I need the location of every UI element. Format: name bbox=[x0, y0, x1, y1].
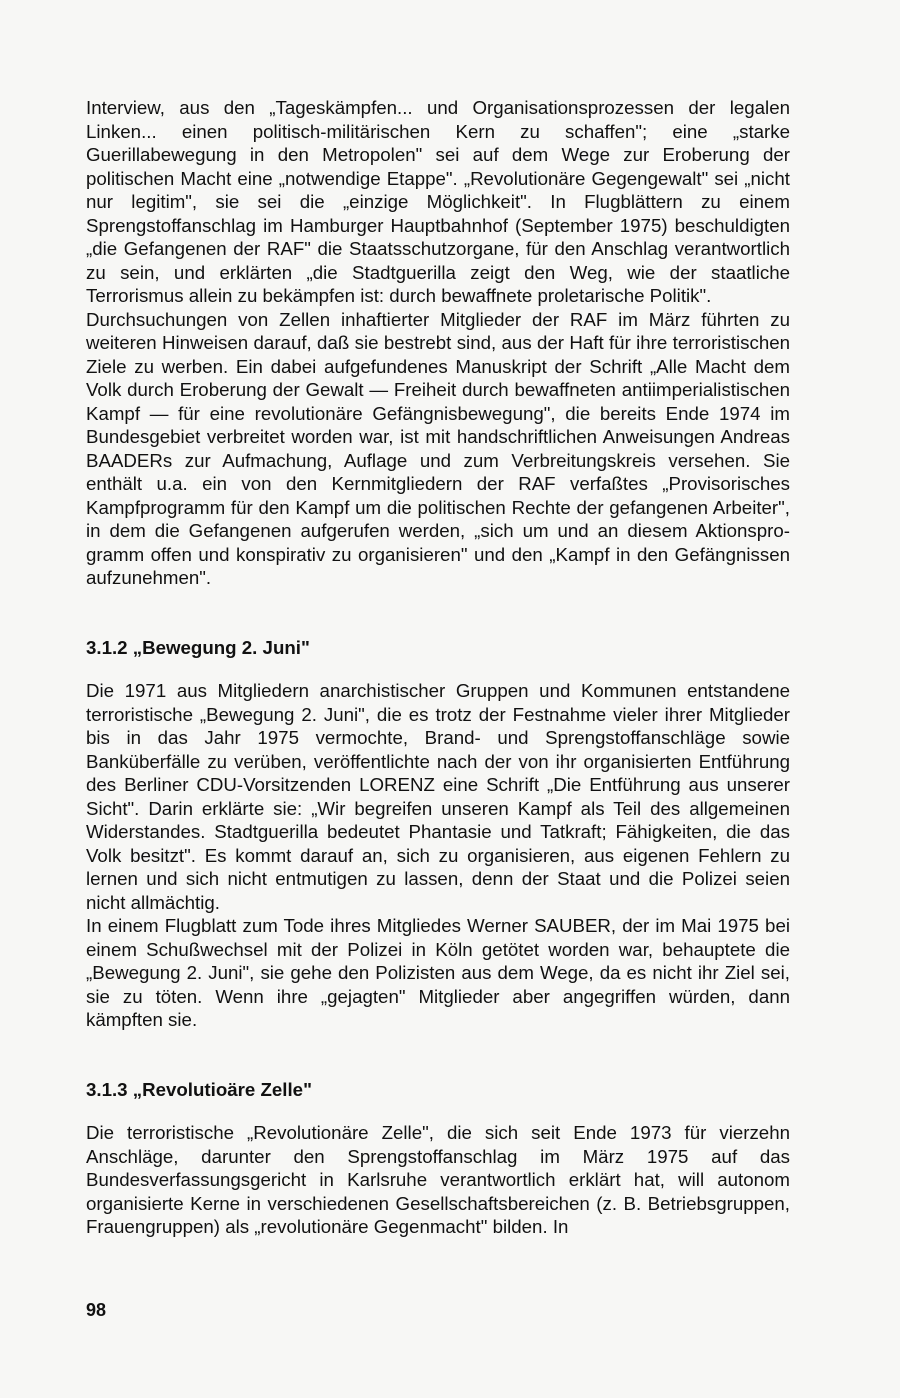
page-number: 98 bbox=[86, 1300, 107, 1320]
section-heading-revolutionaere-zelle: 3.1.3 „Revolutioäre Zelle" bbox=[86, 1078, 312, 1100]
paragraph-bewegung-2: In einem Flugblatt zum Tode ihres Mitgliedes Werner SAUBER, der im Mai 1975 bei einem Schußwechsel mit der Polizei in Köln getötet worden war, behauptete die „Bewegung 2. Juni", sie gehe den Polizisten aus dem Wege, da es nicht ihr Ziel sei, sie zu töten. Wenn ihre „gejagten" Mitglieder aber angegriffen würden, dann kämpften sie. bbox=[86, 915, 790, 1030]
paragraph-zelle-1: Die terroristische „Revolutionäre Zelle", die sich seit Ende 1973 für vierzehn Anschläge, darunter den Sprengstoffanschlag im März 1975 auf das Bundesverfassungsgericht in Karlsruhe verantwortlich erklärt hat, will autonom organisierte Kerne in verschiedenen Gesellschaftsbereichen (z. B. Betriebsgruppen, Frauengruppen) als „revolutionäre Gegenmacht" bilden. In bbox=[86, 1122, 790, 1237]
section-heading-bewegung-2-juni: 3.1.2 „Bewegung 2. Juni" bbox=[86, 636, 310, 658]
paragraph-intro-1: Interview, aus den „Tageskämpfen... und Organisationsprozessen der legalen Linken... einen politisch-militärischen Kern zu schaffen"; eine „starke Guerillabewegung in den Metropolen" sei auf dem Wege zur Eroberung der politischen Macht eine „notwendige Etappe". „Revolutionäre Gegengewalt" sei „nicht nur legitim", sie sei die „einzige Möglichkeit". In Flugblättern zu einem Sprengstoffanschlag im Hamburger Hauptbahnhof (September 1975) beschuldigten „die Gefangenen der RAF" die Staatsschutzorgane, für den Anschlag verantwortlich zu sein, und erklärten „die Stadtguerilla zeigt den Weg, wie der staatliche Terrorismus allein zu bekämpfen ist: durch bewaffnete proletarische Politik". bbox=[86, 97, 790, 306]
document-page bbox=[86, 96, 790, 1239]
paragraph-intro-2: Durchsuchungen von Zellen inhaftierter Mitglieder der RAF im März führten zu weiteren Hinweisen darauf, daß sie bestrebt sind, aus der Haft für ihre terroristischen Ziele zu werben. Ein dabei aufgefundenes Manuskript der Schrift „Alle Macht dem Volk durch Eroberung der Gewalt — Freiheit durch bewaffneten antiimperialistischen Kampf — für eine revolutionäre Gefängnisbewegung", die bereits Ende 1974 im Bundesgebiet verbreitet worden war, ist mit handschriftlichen Anweisungen Andreas BAADERs zur Aufmachung, Auflage und zum Verbreitungskreis versehen. Sie enthält u.a. ein von den Kernmitgliedern der RAF verfaßtes „Provisorisches Kampfprogramm für den Kampf um die politischen Rechte der gefangenen Arbeiter", in dem die Gefangenen aufgerufen werden, „sich um und an diesem Aktionsprogramm offen und konspirativ zu organisieren" und den „Kampf in den Gefängnissen aufzunehmen". bbox=[86, 308, 790, 588]
paragraph-bewegung-1: Die 1971 aus Mitgliedern anarchistischer Gruppen und Kommunen entstandene terroristische „Bewegung 2. Juni", die es trotz der Festnahme vieler ihrer Mitglieder bis in das Jahr 1975 vermochte, Brand- und Sprengstoffanschläge sowie Banküberfälle zu verüben, veröffentlichte nach der von ihr organisierten Entführung des Berliner CDU-Vorsitzenden LORENZ eine Schrift „Die Entführung aus unserer Sicht". Darin erklärte sie: „Wir begreifen unseren Kampf als Teil des allgemeinen Widerstandes. Stadtguerilla bedeutet Phantasie und Tatkraft; Fähigkeiten, die das Volk besitzt". Es kommt darauf an, sich zu organisieren, aus eigenen Fehlern zu lernen und sich nicht entmutigen zu lassen, denn der Staat und die Polizei seien nicht allmächtig. bbox=[86, 680, 790, 913]
